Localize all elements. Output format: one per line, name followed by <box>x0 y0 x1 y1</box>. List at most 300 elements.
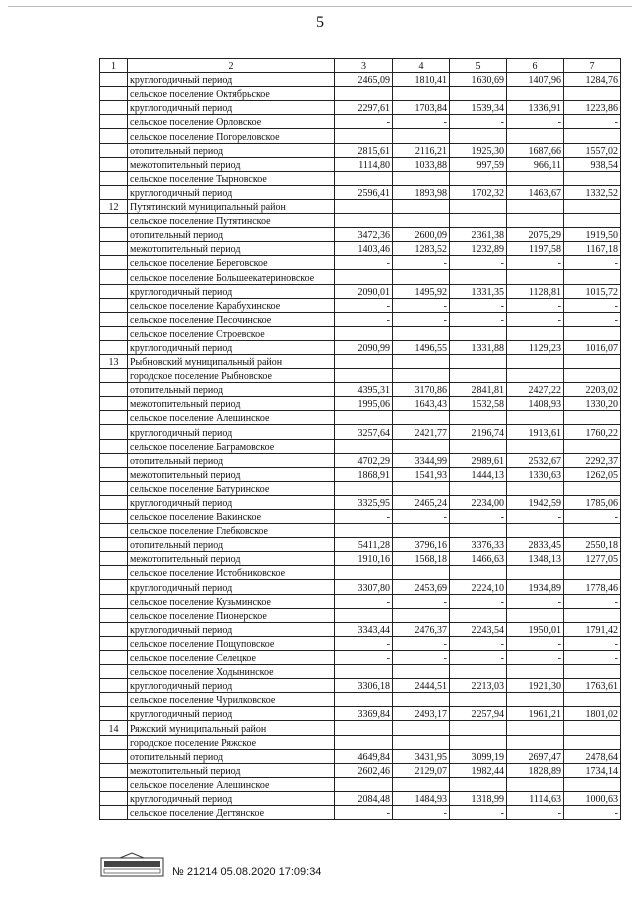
table-row <box>100 439 621 453</box>
row-value <box>335 566 393 580</box>
table-row <box>100 214 621 228</box>
row-value <box>507 87 564 101</box>
row-value <box>393 777 450 791</box>
row-value: - <box>507 115 564 129</box>
row-value <box>507 566 564 580</box>
row-value: - <box>393 805 450 819</box>
table-row <box>100 665 621 679</box>
row-value: - <box>393 594 450 608</box>
table-row <box>100 777 621 791</box>
row-label: сельское поселение Дегтянское <box>128 805 335 819</box>
row-value: 3796,16 <box>393 538 450 552</box>
row-value <box>507 665 564 679</box>
row-value: - <box>450 312 507 326</box>
row-value: - <box>507 594 564 608</box>
row-value <box>507 129 564 143</box>
row-label: сельское поселение Батуринское <box>128 481 335 495</box>
row-value: - <box>507 298 564 312</box>
row-value: 2297,61 <box>335 101 393 115</box>
row-label: круглогодичный период <box>128 622 335 636</box>
row-number <box>100 284 128 298</box>
row-value: 2292,37 <box>564 453 621 467</box>
row-value <box>335 369 393 383</box>
row-number <box>100 73 128 87</box>
row-value: 1828,89 <box>507 763 564 777</box>
row-value <box>335 129 393 143</box>
row-value: - <box>507 510 564 524</box>
row-value <box>450 369 507 383</box>
row-value <box>393 566 450 580</box>
row-number <box>100 425 128 439</box>
row-value: 1330,63 <box>507 467 564 481</box>
row-value <box>564 566 621 580</box>
row-value <box>450 721 507 735</box>
row-value: - <box>393 256 450 270</box>
row-value: 1950,01 <box>507 622 564 636</box>
row-label: отопительный период <box>128 228 335 242</box>
row-value: - <box>450 636 507 650</box>
row-value: 1495,92 <box>393 284 450 298</box>
row-number <box>100 157 128 171</box>
row-label: сельское поселение Октябрьское <box>128 87 335 101</box>
row-value: 1262,05 <box>564 467 621 481</box>
table-header-row <box>100 59 621 73</box>
row-value: - <box>335 256 393 270</box>
row-number <box>100 805 128 819</box>
table-row <box>100 763 621 777</box>
row-value: 2361,38 <box>450 228 507 242</box>
row-number <box>100 495 128 509</box>
row-value: 1331,35 <box>450 284 507 298</box>
row-value <box>335 665 393 679</box>
row-label: сельское поселение Орловское <box>128 115 335 129</box>
row-value <box>507 270 564 284</box>
row-label: сельское поселение Глебковское <box>128 524 335 538</box>
row-value: 3170,86 <box>393 383 450 397</box>
row-value <box>507 214 564 228</box>
row-value: 2444,51 <box>393 679 450 693</box>
row-number <box>100 566 128 580</box>
row-value <box>335 439 393 453</box>
row-value <box>335 326 393 340</box>
row-value: - <box>393 650 450 664</box>
page-number: 5 <box>316 14 324 31</box>
row-value: 1463,67 <box>507 185 564 199</box>
row-value: - <box>450 115 507 129</box>
row-number <box>100 87 128 101</box>
row-number <box>100 510 128 524</box>
row-value: - <box>393 298 450 312</box>
row-label: сельское поселение Алешинское <box>128 411 335 425</box>
row-number <box>100 270 128 284</box>
table-row <box>100 284 621 298</box>
row-value <box>564 171 621 185</box>
row-value: 1643,43 <box>393 397 450 411</box>
row-value <box>393 439 450 453</box>
row-value: - <box>564 650 621 664</box>
row-value: - <box>450 510 507 524</box>
row-number <box>100 749 128 763</box>
row-value: - <box>564 510 621 524</box>
row-value: 1484,93 <box>393 791 450 805</box>
table-row <box>100 566 621 580</box>
row-value <box>450 87 507 101</box>
row-value: - <box>393 510 450 524</box>
row-value: 1893,98 <box>393 185 450 199</box>
row-label: сельское поселение Пионерское <box>128 608 335 622</box>
row-value <box>335 354 393 368</box>
row-number <box>100 115 128 129</box>
row-label: межотопительный период <box>128 397 335 411</box>
row-label: круглогодичный период <box>128 679 335 693</box>
row-value: 2550,18 <box>564 538 621 552</box>
row-value: 2600,09 <box>393 228 450 242</box>
row-number <box>100 777 128 791</box>
row-value: 3306,18 <box>335 679 393 693</box>
row-value: 3325,95 <box>335 495 393 509</box>
row-value <box>507 439 564 453</box>
table-row <box>100 129 621 143</box>
row-value: 1033,88 <box>393 157 450 171</box>
table-row <box>100 580 621 594</box>
row-value: - <box>450 805 507 819</box>
row-value <box>564 693 621 707</box>
table-row <box>100 73 621 87</box>
row-value: 997,59 <box>450 157 507 171</box>
table-row <box>100 101 621 115</box>
row-value: 2596,41 <box>335 185 393 199</box>
column-header: 7 <box>564 59 621 73</box>
row-value: 1284,76 <box>564 73 621 87</box>
row-value: 2532,67 <box>507 453 564 467</box>
row-value <box>507 354 564 368</box>
table-row <box>100 524 621 538</box>
row-value: 2815,61 <box>335 143 393 157</box>
row-value <box>564 777 621 791</box>
table-row <box>100 510 621 524</box>
row-value: - <box>564 594 621 608</box>
row-label: круглогодичный период <box>128 495 335 509</box>
row-value: 1703,84 <box>393 101 450 115</box>
row-value: - <box>564 115 621 129</box>
row-value <box>335 411 393 425</box>
row-value: - <box>335 594 393 608</box>
row-label: круглогодичный период <box>128 284 335 298</box>
row-value: 966,11 <box>507 157 564 171</box>
row-value: - <box>393 312 450 326</box>
row-value <box>335 608 393 622</box>
row-label: Рыбновский муниципальный район <box>128 354 335 368</box>
row-value: - <box>507 650 564 664</box>
row-value <box>393 129 450 143</box>
row-value: 1934,89 <box>507 580 564 594</box>
row-label: отопительный период <box>128 453 335 467</box>
row-value <box>335 481 393 495</box>
row-value: 1919,50 <box>564 228 621 242</box>
row-label: сельское поселение Баграмовское <box>128 439 335 453</box>
row-number <box>100 636 128 650</box>
top-scan-line <box>8 6 632 7</box>
row-label: сельское поселение Большеекатериновское <box>128 270 335 284</box>
row-number <box>100 369 128 383</box>
table-row <box>100 481 621 495</box>
row-value: 1942,59 <box>507 495 564 509</box>
row-value <box>507 369 564 383</box>
row-label: сельское поселение Истобниковское <box>128 566 335 580</box>
row-label: городское поселение Ряжское <box>128 735 335 749</box>
row-value <box>393 199 450 213</box>
row-value: 2129,07 <box>393 763 450 777</box>
row-value: 2234,00 <box>450 495 507 509</box>
row-number <box>100 312 128 326</box>
row-value: 1223,86 <box>564 101 621 115</box>
row-value <box>564 481 621 495</box>
row-value: 4395,31 <box>335 383 393 397</box>
row-value: 2476,37 <box>393 622 450 636</box>
row-value: 2090,99 <box>335 340 393 354</box>
row-label: круглогодичный период <box>128 791 335 805</box>
row-value <box>393 270 450 284</box>
row-value <box>335 721 393 735</box>
table-row <box>100 242 621 256</box>
row-value <box>450 214 507 228</box>
table-row <box>100 552 621 566</box>
table-row <box>100 608 621 622</box>
row-value <box>393 735 450 749</box>
row-value <box>507 171 564 185</box>
table-row <box>100 693 621 707</box>
row-value <box>393 214 450 228</box>
row-number <box>100 101 128 115</box>
table-row <box>100 87 621 101</box>
row-label: круглогодичный период <box>128 707 335 721</box>
row-value: 3257,64 <box>335 425 393 439</box>
row-label: Путятинский муниципальный район <box>128 199 335 213</box>
row-value <box>335 693 393 707</box>
row-label: сельское поселение Путятинское <box>128 214 335 228</box>
row-value: - <box>335 312 393 326</box>
row-value: 1232,89 <box>450 242 507 256</box>
row-value: - <box>450 256 507 270</box>
row-number <box>100 242 128 256</box>
row-value <box>450 566 507 580</box>
table-row <box>100 467 621 481</box>
row-value <box>564 439 621 453</box>
row-label: сельское поселение Карабухинское <box>128 298 335 312</box>
row-value: 1778,46 <box>564 580 621 594</box>
row-value: 1760,22 <box>564 425 621 439</box>
row-number <box>100 650 128 664</box>
row-value: 3376,33 <box>450 538 507 552</box>
row-number <box>100 467 128 481</box>
row-value <box>564 608 621 622</box>
row-value: 3431,95 <box>393 749 450 763</box>
row-number <box>100 214 128 228</box>
row-value <box>507 411 564 425</box>
table-row <box>100 369 621 383</box>
row-value: 1532,58 <box>450 397 507 411</box>
row-value <box>507 199 564 213</box>
row-value: - <box>564 312 621 326</box>
row-label: отопительный период <box>128 538 335 552</box>
row-value <box>564 87 621 101</box>
row-value <box>450 439 507 453</box>
row-value <box>393 693 450 707</box>
row-label: отопительный период <box>128 749 335 763</box>
row-value: 3307,80 <box>335 580 393 594</box>
row-value <box>335 524 393 538</box>
row-number <box>100 679 128 693</box>
table-row <box>100 354 621 368</box>
row-value <box>450 693 507 707</box>
row-label: сельское поселение Тырновское <box>128 171 335 185</box>
row-number <box>100 185 128 199</box>
row-number <box>100 298 128 312</box>
row-value <box>335 199 393 213</box>
row-value: - <box>507 256 564 270</box>
row-value: 1496,55 <box>393 340 450 354</box>
row-value: 2243,54 <box>450 622 507 636</box>
row-value: 1330,20 <box>564 397 621 411</box>
row-number <box>100 524 128 538</box>
row-value: 1810,41 <box>393 73 450 87</box>
row-value: 1687,66 <box>507 143 564 157</box>
row-value <box>335 87 393 101</box>
table-row <box>100 383 621 397</box>
row-value <box>564 199 621 213</box>
table-row <box>100 185 621 199</box>
tariff-table <box>99 58 621 820</box>
row-value: 1921,30 <box>507 679 564 693</box>
row-label: круглогодичный период <box>128 101 335 115</box>
row-value: 1791,42 <box>564 622 621 636</box>
row-label: межотопительный период <box>128 467 335 481</box>
row-value: 2075,29 <box>507 228 564 242</box>
row-number <box>100 594 128 608</box>
row-value: - <box>507 636 564 650</box>
row-label: межотопительный период <box>128 242 335 256</box>
row-value: 1277,05 <box>564 552 621 566</box>
row-number <box>100 143 128 157</box>
table-row <box>100 791 621 805</box>
row-value <box>393 665 450 679</box>
row-value: 1167,18 <box>564 242 621 256</box>
table-row <box>100 228 621 242</box>
table-body <box>100 59 621 820</box>
row-number <box>100 411 128 425</box>
row-value: 1466,63 <box>450 552 507 566</box>
row-label: сельское поселение Вакинское <box>128 510 335 524</box>
row-value <box>450 354 507 368</box>
table-row <box>100 735 621 749</box>
row-value: 2421,77 <box>393 425 450 439</box>
row-value <box>450 665 507 679</box>
row-value: - <box>393 115 450 129</box>
row-value: - <box>335 805 393 819</box>
row-value: 1734,14 <box>564 763 621 777</box>
row-value: 1318,99 <box>450 791 507 805</box>
row-value <box>564 721 621 735</box>
row-value: - <box>564 636 621 650</box>
row-value: 1407,96 <box>507 73 564 87</box>
row-value: 1283,52 <box>393 242 450 256</box>
row-value: 1348,13 <box>507 552 564 566</box>
row-label: отопительный период <box>128 383 335 397</box>
row-value: 3343,44 <box>335 622 393 636</box>
row-value: 1961,21 <box>507 707 564 721</box>
row-value <box>564 411 621 425</box>
row-label: круглогодичный период <box>128 73 335 87</box>
row-value: - <box>450 298 507 312</box>
row-value: - <box>507 312 564 326</box>
row-value: 2465,09 <box>335 73 393 87</box>
row-value: 3344,99 <box>393 453 450 467</box>
row-value <box>335 777 393 791</box>
table-row <box>100 171 621 185</box>
table-row <box>100 143 621 157</box>
row-number <box>100 693 128 707</box>
row-number <box>100 256 128 270</box>
row-value <box>450 608 507 622</box>
row-value: 1763,61 <box>564 679 621 693</box>
row-number: 14 <box>100 721 128 735</box>
row-value: 1868,91 <box>335 467 393 481</box>
row-number <box>100 397 128 411</box>
row-number <box>100 608 128 622</box>
row-value: 1630,69 <box>450 73 507 87</box>
row-value <box>393 524 450 538</box>
row-value: 1925,30 <box>450 143 507 157</box>
row-label: сельское поселение Пощуповское <box>128 636 335 650</box>
row-label: сельское поселение Селецкое <box>128 650 335 664</box>
row-value: 2116,21 <box>393 143 450 157</box>
row-value: - <box>507 805 564 819</box>
row-value: 1332,52 <box>564 185 621 199</box>
table-row <box>100 538 621 552</box>
row-value: 2203,02 <box>564 383 621 397</box>
row-value: 1982,44 <box>450 763 507 777</box>
row-value: 1557,02 <box>564 143 621 157</box>
row-value: 1801,02 <box>564 707 621 721</box>
row-value <box>564 369 621 383</box>
row-value: 1408,93 <box>507 397 564 411</box>
row-value: 2697,47 <box>507 749 564 763</box>
row-value <box>450 481 507 495</box>
row-value <box>393 87 450 101</box>
row-label: круглогодичный период <box>128 185 335 199</box>
row-value <box>564 665 621 679</box>
table-row <box>100 453 621 467</box>
row-value <box>564 735 621 749</box>
row-value: 4649,84 <box>335 749 393 763</box>
column-header: 4 <box>393 59 450 73</box>
row-value: 3472,36 <box>335 228 393 242</box>
row-value <box>393 721 450 735</box>
row-value <box>450 777 507 791</box>
row-number <box>100 453 128 467</box>
row-value: 1444,13 <box>450 467 507 481</box>
row-value: 2196,74 <box>450 425 507 439</box>
row-value <box>564 129 621 143</box>
row-number <box>100 791 128 805</box>
row-value: 938,54 <box>564 157 621 171</box>
row-value <box>507 481 564 495</box>
table-row <box>100 707 621 721</box>
row-label: сельское поселение Кузьминское <box>128 594 335 608</box>
row-value: 2213,03 <box>450 679 507 693</box>
row-value: 1331,88 <box>450 340 507 354</box>
row-value <box>450 171 507 185</box>
